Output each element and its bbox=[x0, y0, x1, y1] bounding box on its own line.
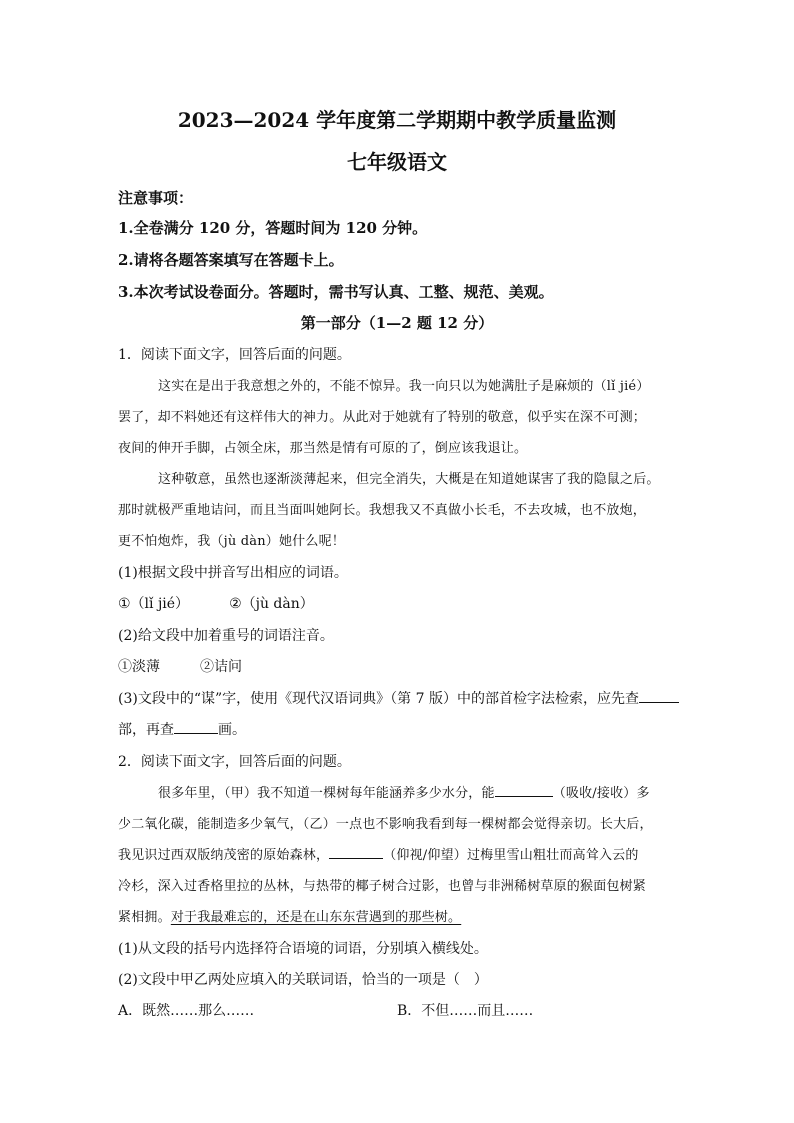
passage-line: 很多年里，（甲）我不知道一棵树每年能涵养多少水分，能 （吸收/接收）多 bbox=[158, 782, 650, 801]
choice-option-a: A．既然……那么…… bbox=[118, 1003, 255, 1019]
sub-question: 部，再查 画。 bbox=[118, 719, 246, 739]
part-heading: 第一部分（1—2 题 12 分） bbox=[300, 314, 494, 332]
choice-option-b: B．不但……而且…… bbox=[397, 1003, 534, 1019]
passage-line: 罢了，却不料她还有这样伟大的神力。从此对于她就有了特别的敬意，似乎实在深不可测； bbox=[118, 410, 647, 425]
notice-item: 3.本次考试设卷面分。答题时，需书写认真、工整、规范、美观。 bbox=[118, 283, 554, 301]
notice-heading: 注意事项： bbox=[118, 189, 194, 207]
answer-blank[interactable] bbox=[329, 844, 383, 859]
passage-line: 夜间的伸开手脚，占领全床，那当然是情有可原的了，倒应该我退让。 bbox=[118, 441, 528, 456]
answer-blank[interactable] bbox=[495, 782, 553, 797]
exam-subtitle: 七年级语文 bbox=[347, 150, 447, 174]
answer-blank[interactable] bbox=[174, 719, 218, 734]
underlined-sentence: 对于我最难忘的，还是在山东东营遇到的那些树。 bbox=[170, 910, 462, 925]
answer-item: ②诘问 bbox=[200, 659, 242, 675]
passage-line: 这种敬意，虽然也逐渐淡薄起来，但完全消失，大概是在知道她谋害了我的隐鼠之后。 bbox=[158, 472, 660, 487]
sub-question: (1)根据文段中拼音写出相应的词语。 bbox=[118, 565, 348, 581]
passage-line: 更不怕炮炸，我（jù dàn）她什么呢！ bbox=[118, 534, 345, 549]
answer-item: ①淡薄 bbox=[118, 659, 160, 675]
passage-line: 这实在是出于我意想之外的，不能不惊异。我一向只以为她满肚子是麻烦的（lǐ jié） bbox=[158, 379, 650, 394]
passage-line: 少二氧化碳，能制造多少氧气，（乙）一点也不影响我看到每一棵树都会觉得亲切。长大后， bbox=[118, 817, 653, 832]
answer-item: ②（jù dàn） bbox=[229, 596, 314, 612]
passage-line: 我见识过西双版纳茂密的原始森林， （仰视/仰望）过梅里雪山粗壮而高耸入云的 bbox=[118, 844, 639, 863]
sub-question: (2)给文段中加着重号的词语注音。 bbox=[118, 628, 334, 644]
notice-item: 1.全卷满分 120 分，答题时间为 120 分钟。 bbox=[118, 219, 428, 237]
answer-blank[interactable] bbox=[639, 688, 679, 703]
answer-item: ①（lǐ jié） bbox=[118, 596, 190, 612]
passage-line: 冷杉，深入过香格里拉的丛林，与热带的椰子树合过影，也曾与非洲稀树草原的猴面包树紧 bbox=[118, 879, 647, 894]
sub-question: (3)文段中的“谋”字，使用《现代汉语词典》（第 7 版）中的部首检字法检索，应先查 bbox=[118, 688, 679, 708]
exam-title: 2023—2024 学年度第二学期期中教学质量监测 bbox=[177, 108, 617, 132]
sub-question-items bbox=[118, 593, 314, 613]
question-stem: 2．阅读下面文字，回答后面的问题。 bbox=[118, 754, 351, 770]
sub-question: (2)文段中甲乙两处应填入的关联词语，恰当的一项是（ ） bbox=[118, 972, 488, 988]
sub-question: (1)从文段的括号内选择符合语境的词语，分别填入横线处。 bbox=[118, 941, 488, 957]
passage-line: 紧相拥。对于我最难忘的，还是在山东东营遇到的那些树。 bbox=[118, 910, 462, 925]
question-stem: 1．阅读下面文字，回答后面的问题。 bbox=[118, 347, 351, 363]
passage-line: 那时就极严重地诘问，而且当面叫她阿长。我想我又不真做小长毛，不去攻城，也不放炮， bbox=[118, 503, 647, 518]
notice-item: 2.请将各题答案填写在答题卡上。 bbox=[118, 251, 344, 269]
sub-question-items bbox=[118, 656, 242, 676]
